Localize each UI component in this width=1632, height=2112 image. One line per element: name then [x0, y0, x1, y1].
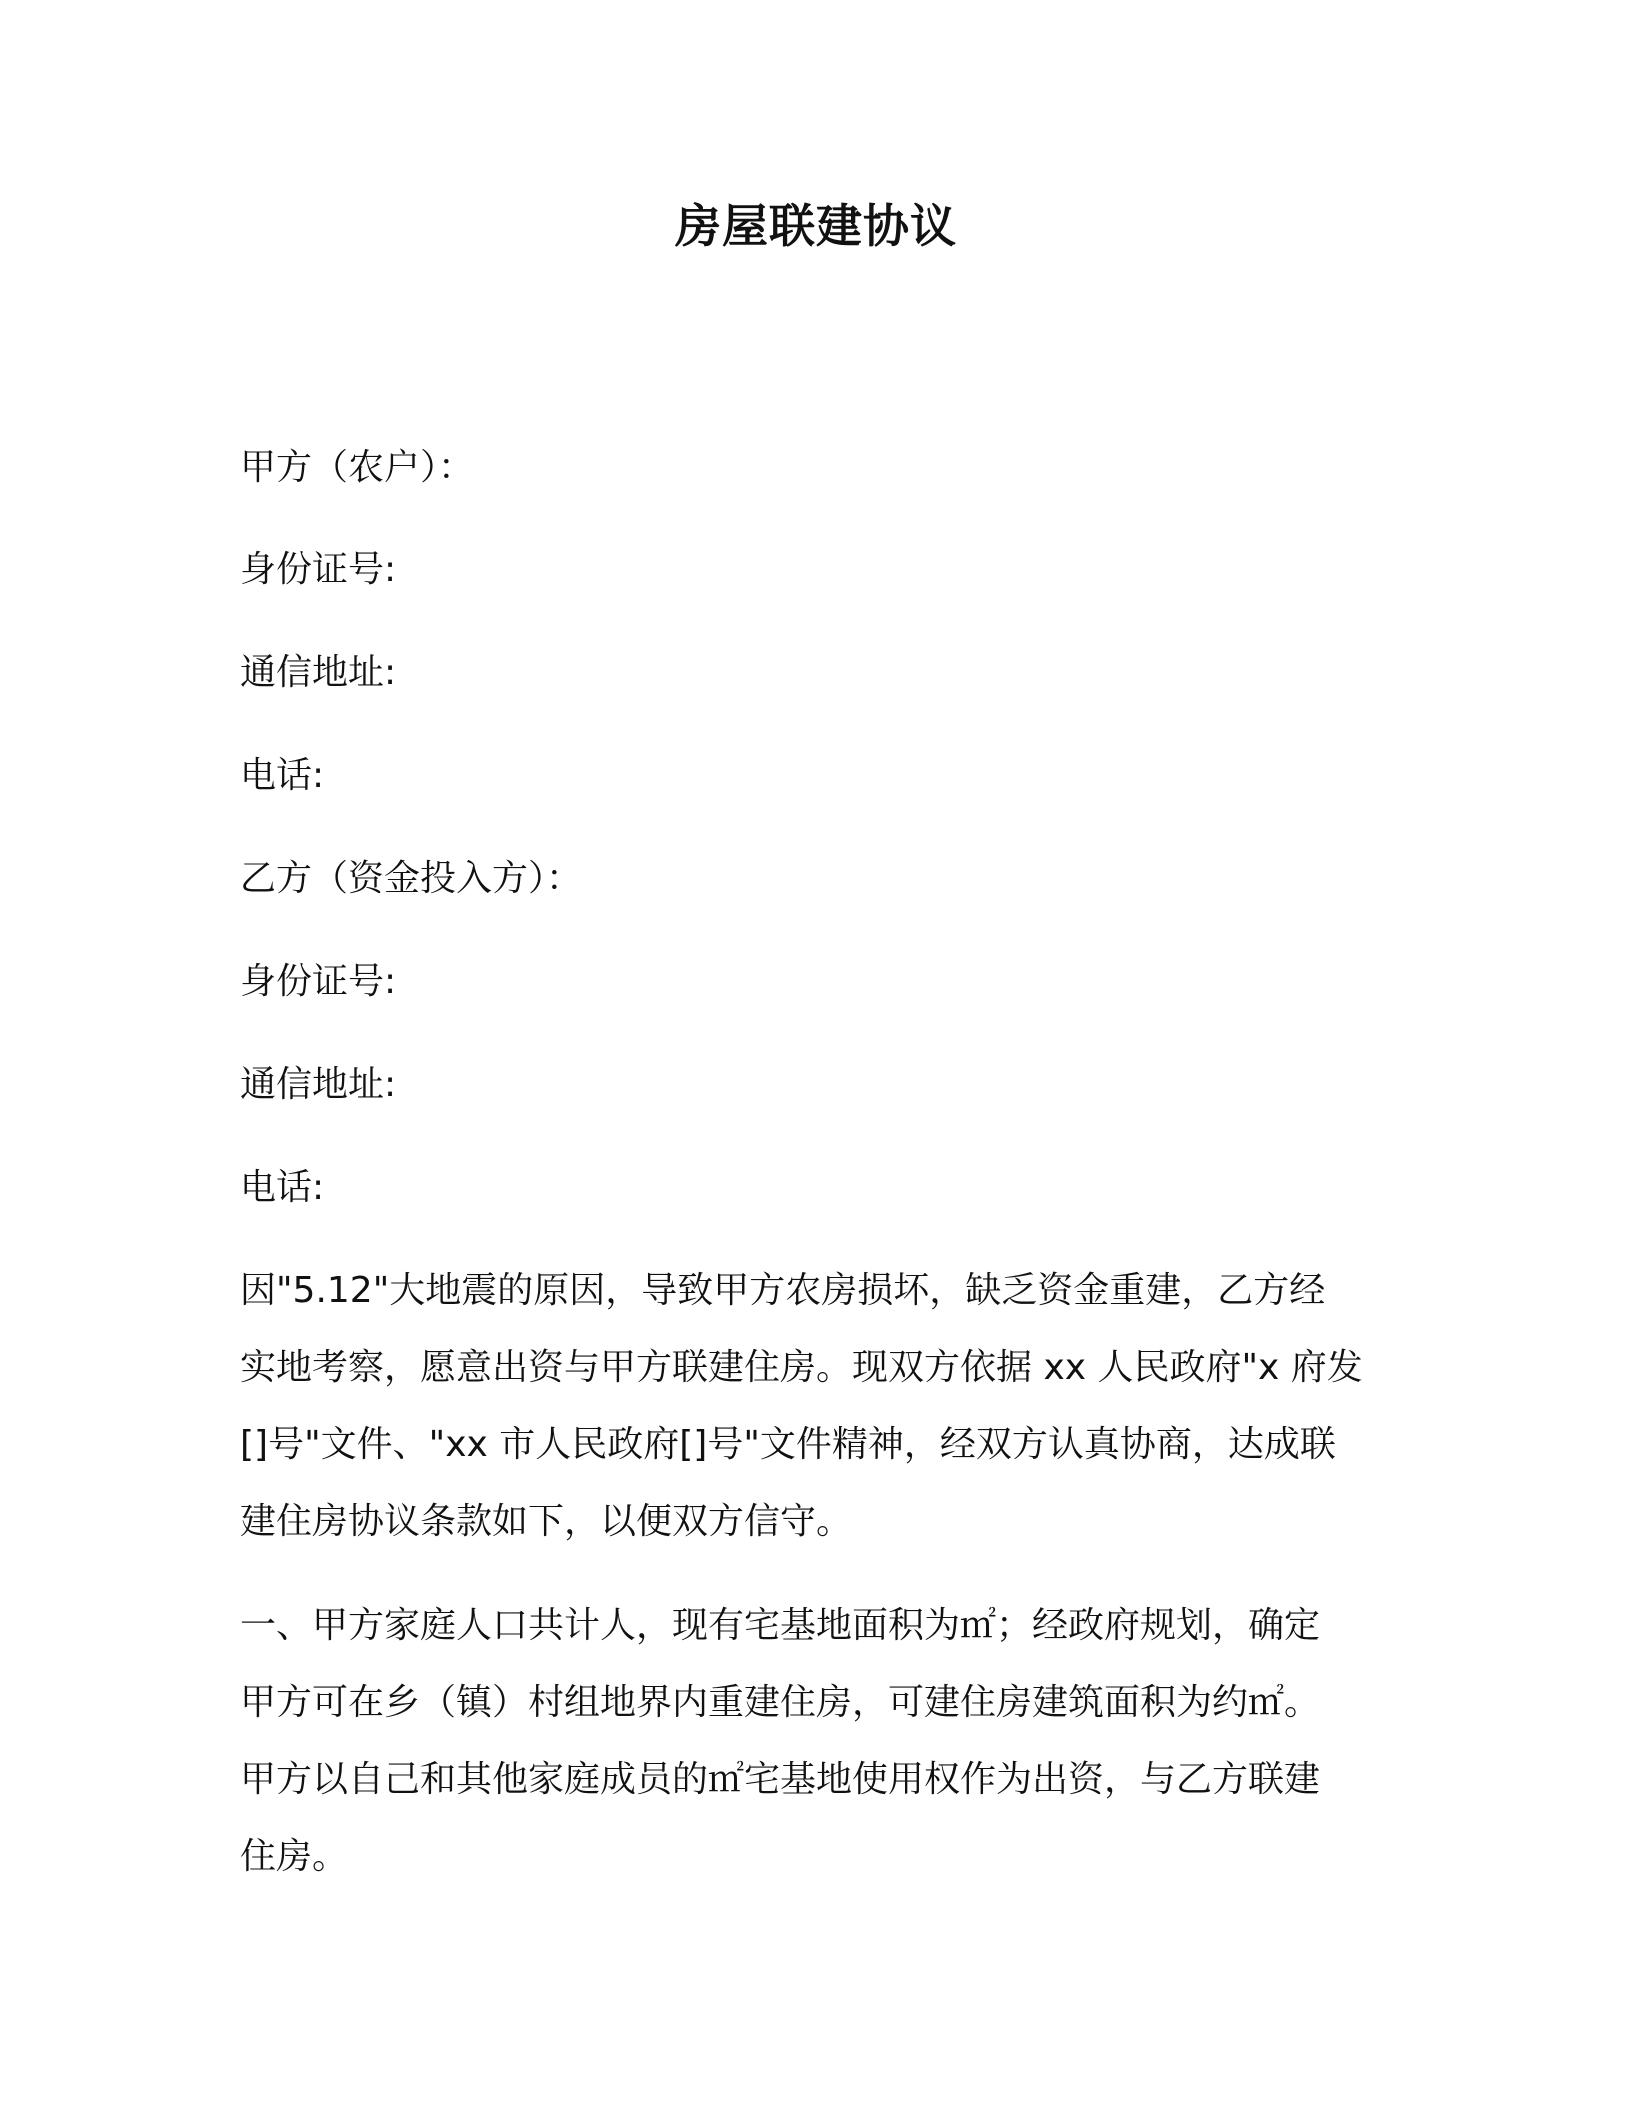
party-a-id-label: 身份证号: [240, 549, 397, 590]
party-b-phone-label: 电话: [240, 1167, 325, 1208]
party-a-address-label: 通信地址: [240, 652, 397, 693]
clause-1-line: 一、甲方家庭人口共计人，现有宅基地面积为㎡；经政府规划，确定 [240, 1605, 1321, 1646]
intro-line: 实地考察，愿意出资与甲方联建住房。现双方依据 xx 人民政府"x 府发 [240, 1347, 1363, 1388]
clause-1-paragraph [240, 1587, 1390, 1895]
party-b-label: 乙方（资金投入方）： [240, 858, 583, 899]
clause-1-line: 甲方以自己和其他家庭成员的㎡宅基地使用权作为出资，与乙方联建 [240, 1759, 1321, 1800]
clause-1-line: 住房。 [240, 1836, 349, 1877]
intro-line: []号"文件、"xx 市人民政府[]号"文件精神，经双方认真协商，达成联 [240, 1424, 1336, 1465]
document-title: 房屋联建协议 [675, 199, 957, 253]
party-b-id-label: 身份证号: [240, 961, 397, 1002]
clause-1-line: 甲方可在乡（镇）村组地界内重建住房，可建住房建筑面积为约㎡。 [240, 1682, 1321, 1723]
intro-line: 因"5.12"大地震的原因，导致甲方农房损坏，缺乏资金重建，乙方经 [240, 1270, 1326, 1311]
party-b-address-label: 通信地址: [240, 1064, 397, 1105]
party-a-label: 甲方（农户）： [240, 447, 475, 488]
party-a-phone-label: 电话: [240, 755, 325, 796]
intro-line: 建住房协议条款如下，以便双方信守。 [240, 1501, 853, 1542]
intro-paragraph [240, 1252, 1390, 1560]
